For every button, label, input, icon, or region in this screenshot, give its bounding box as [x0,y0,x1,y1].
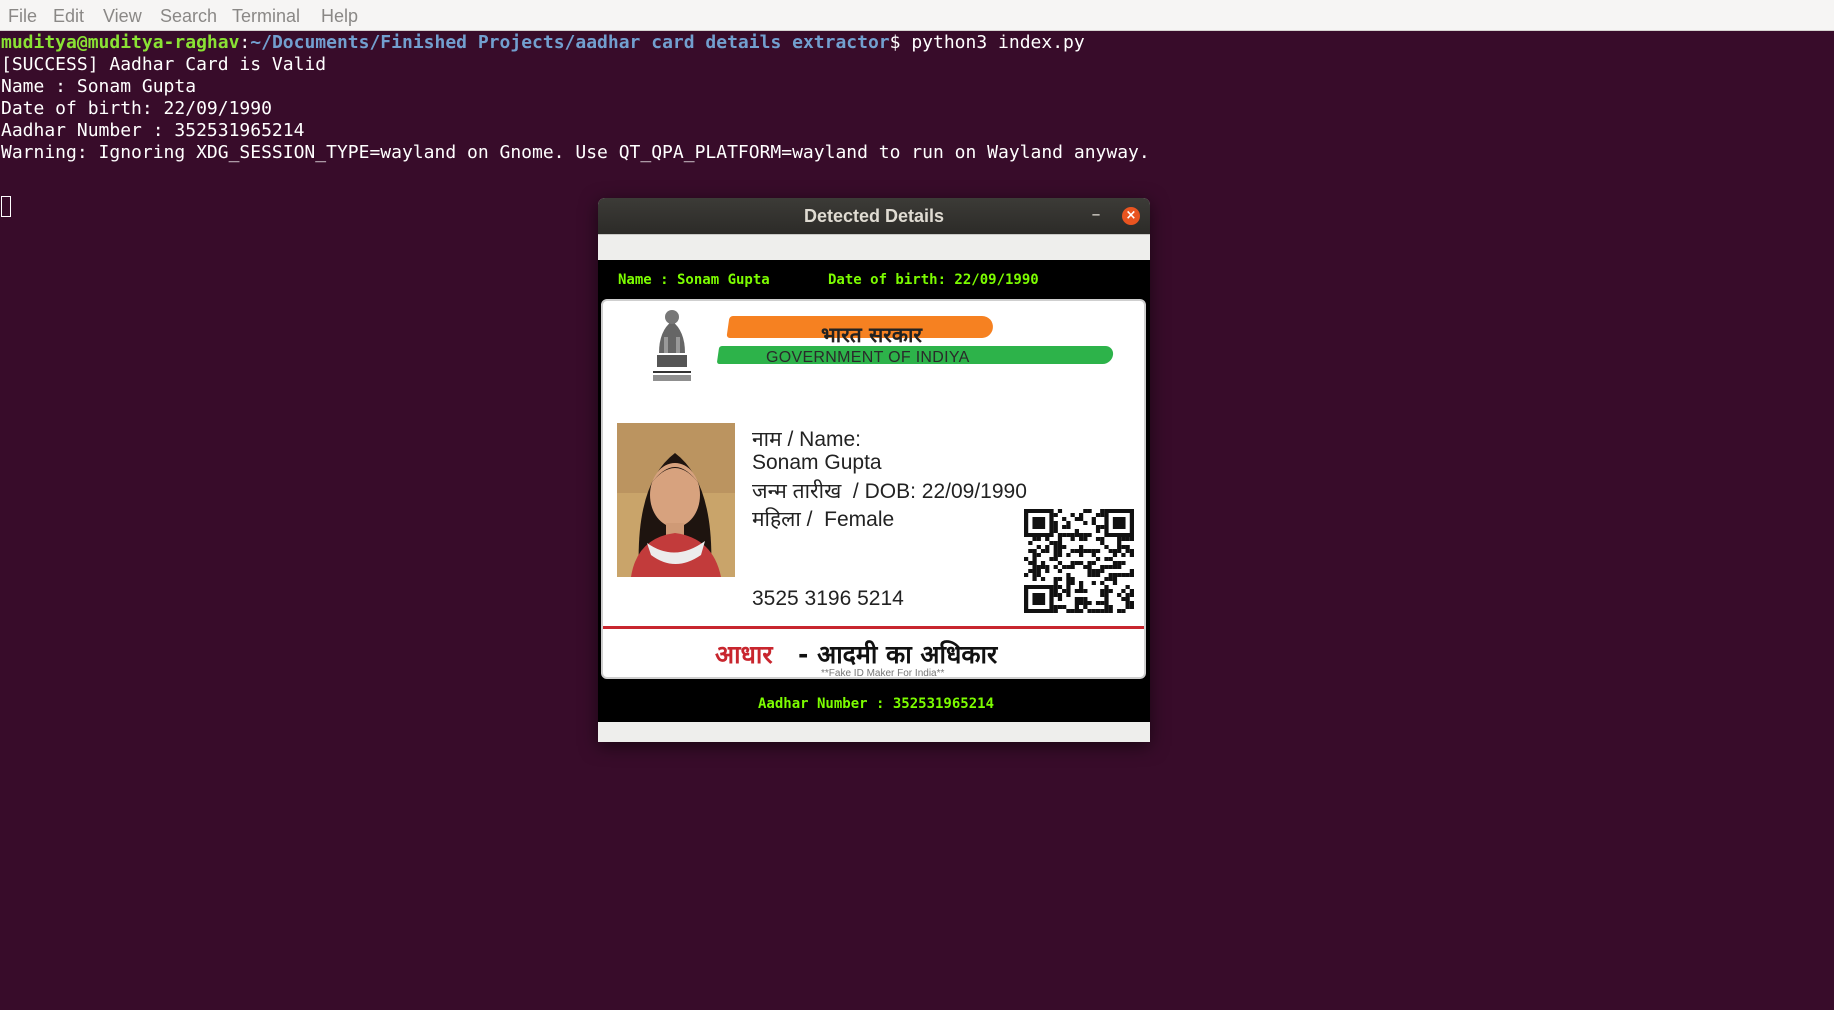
window-titlebar[interactable] [598,198,1150,234]
overlay-dob: Date of birth: 22/09/1990 [828,272,1039,288]
card-divider [603,626,1146,629]
qr-code-icon [1024,509,1134,613]
card-footer-note: **Fake ID Maker For India** [821,668,945,679]
output-line-warning: Warning: Ignoring XDG_SESSION_TYPE=wayland on Gnome. Use QT_QPA_PLATFORM=wayland to run on Wayland anyway. [1,142,1150,163]
card-tagline: - आदमी का अधिकार [798,640,998,669]
menu-bar [0,0,1834,31]
card-photo [617,423,735,577]
menu-view[interactable]: View [103,6,142,26]
detected-details-window [598,198,1150,742]
card-gender-line: महिला / Female [752,508,895,531]
card-number: 3525 3196 5214 [752,587,904,610]
status-strip [598,722,1150,742]
output-line-number: Aadhar Number : 352531965214 [1,120,305,141]
prompt-separator: : [239,32,251,53]
prompt-command: $ python3 index.py [889,32,1085,53]
gov-english-text: GOVERNMENT OF INDIYA [766,349,970,366]
card-dob-line: जन्म तारीख / DOB: 22/09/1990 [752,480,1027,503]
prompt-path: ~/Documents/Finished Projects/aadhar card details extractor [250,32,890,53]
output-line-name: Name : Sonam Gupta [1,76,197,97]
prompt-line [1,32,1085,54]
menu-edit[interactable]: Edit [53,6,85,26]
output-line-success: [SUCCESS] Aadhar Card is Valid [1,54,327,75]
overlay-aadhar-number: Aadhar Number : 352531965214 [758,696,995,712]
close-button[interactable]: × [1122,207,1140,225]
menu-file[interactable]: File [8,6,38,26]
national-emblem-icon [649,309,695,385]
menu-search[interactable]: Search [160,6,218,26]
menu-help[interactable]: Help [321,6,359,26]
prompt-user: muditya@muditya-raghav [1,32,240,53]
output-line-dob: Date of birth: 22/09/1990 [1,98,272,119]
overlay-name: Name : Sonam Gupta [618,272,770,288]
aadhaar-logo-text: आधार [715,640,773,669]
card-name-label: नाम / Name: [752,428,862,451]
gov-hindi-text: भारत सरकार [821,323,923,347]
detected-image [598,260,1150,722]
menu-terminal[interactable]: Terminal [232,6,301,26]
minimize-button[interactable]: – [1091,204,1101,225]
card-name-value: Sonam Gupta [752,451,882,474]
toolbar-strip [598,234,1150,260]
aadhar-card [601,299,1146,679]
window-title: Detected Details [803,206,945,226]
terminal-cursor [1,196,11,217]
